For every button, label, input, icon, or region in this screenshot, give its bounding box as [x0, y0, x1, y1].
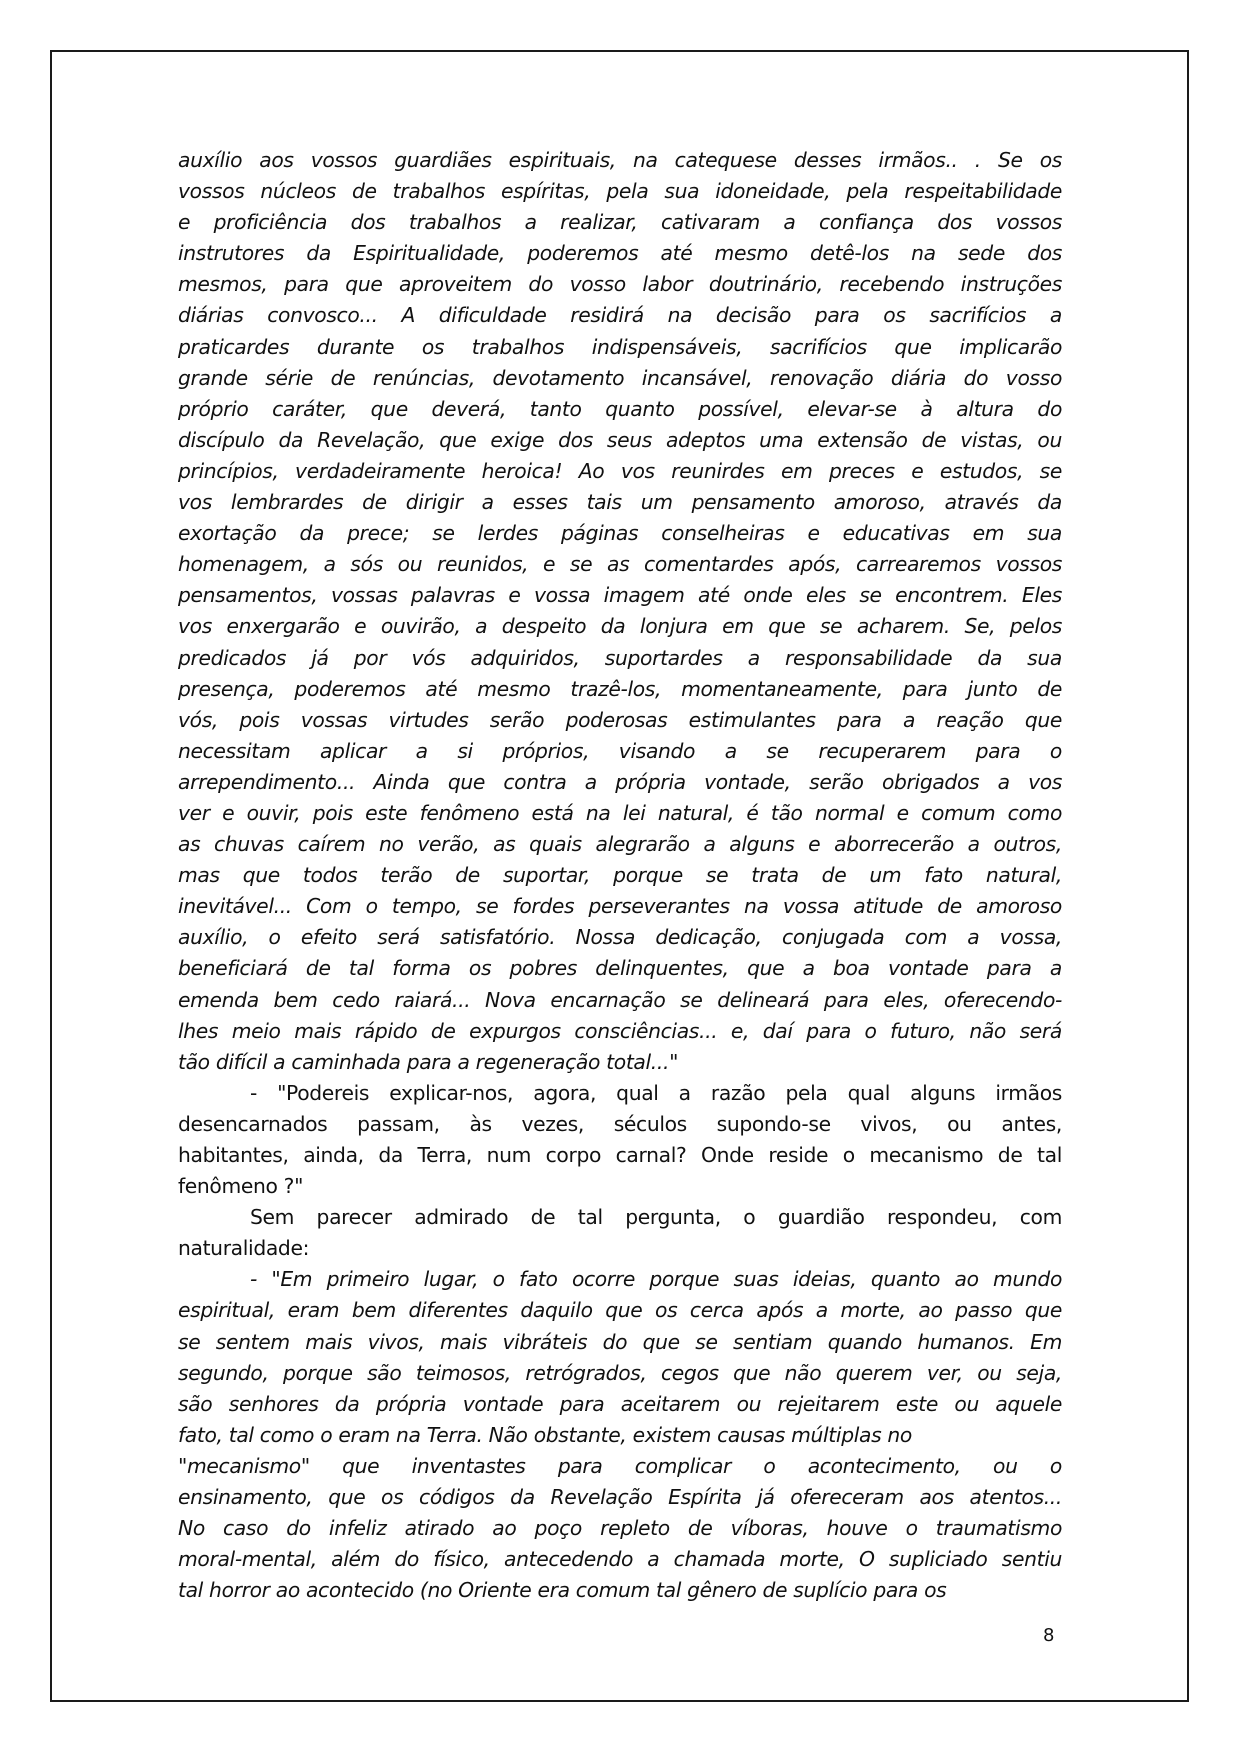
body-text	[178, 145, 1062, 1606]
text-line: fato, tal como o eram na Terra. Não obstante, existem causas múltiplas no	[178, 1422, 912, 1447]
text-line: as chuvas caírem no verão, as quais alegrarão a alguns e aborrecerão a outros,	[178, 832, 1062, 857]
text-line: praticardes durante os trabalhos indispensáveis, sacrifícios que implicarão	[178, 334, 1062, 359]
text-line: Sem parecer admirado de tal pergunta, o guardião respondeu, com	[250, 1205, 1062, 1230]
text-line: lhes meio mais rápido de expurgos consciências... e, daí para o futuro, não será	[178, 1018, 1062, 1043]
text-line: tal horror ao acontecido (no Oriente era comum tal gênero de suplício para os	[178, 1578, 947, 1603]
text-line: pensamentos, vossas palavras e vossa imagem até onde eles se encontrem. Eles	[178, 583, 1062, 608]
text-line: vós, pois vossas virtudes serão poderosas estimulantes para a reação que	[178, 707, 1062, 732]
text-line: são senhores da própria vontade para aceitarem ou rejeitarem este ou aquele	[178, 1391, 1062, 1416]
paragraph	[178, 145, 1062, 1078]
text-line: grande série de renúncias, devotamento incansável, renovação diária do vosso	[178, 365, 1062, 390]
text-line: habitantes, ainda, da Terra, num corpo carnal? Onde reside o mecanismo de tal	[178, 1143, 1062, 1167]
text-line: emenda bem cedo raiará... Nova encarnação se delineará para eles, oferecendo-	[178, 987, 1062, 1012]
text-line: se sentem mais vivos, mais vibráteis do que se sentiam quando humanos. Em	[178, 1329, 1062, 1354]
text-line: vos lembrardes de dirigir a esses tais um pensamento amoroso, através da	[178, 490, 1062, 515]
text-line: No caso do infeliz atirado ao poço repleto de víboras, houve o traumatismo	[178, 1516, 1062, 1541]
text-line: moral-mental, além do físico, antecedendo a chamada morte, O supliciado sentiu	[178, 1547, 1062, 1572]
text-line: discípulo da Revelação, que exige dos seus adeptos uma extensão de vistas, ou	[178, 427, 1062, 452]
text-line: "mecanismo" que inventastes para complicar o acontecimento, ou o	[178, 1453, 1062, 1478]
text-line: arrependimento... Ainda que contra a própria vontade, serão obrigados a vos	[178, 769, 1062, 794]
text-line: inevitável... Com o tempo, se fordes perseverantes na vossa atitude de amoroso	[178, 894, 1062, 919]
text-line: mesmos, para que aproveitem do vosso labor doutrinário, recebendo instruções	[178, 272, 1062, 297]
text-line: naturalidade:	[178, 1236, 310, 1261]
text-line: e proficiência dos trabalhos a realizar, cativaram a confiança dos vossos	[178, 210, 1062, 235]
text-line: necessitam aplicar a si próprios, visando a se recuperarem para o	[178, 738, 1062, 763]
page-number: 8	[1043, 1625, 1055, 1646]
text-line: instrutores da Espiritualidade, poderemos até mesmo detê-los na sede dos	[178, 241, 1062, 266]
text-line: ver e ouvir, pois este fenômeno está na lei natural, é tão normal e comum como	[178, 800, 1062, 825]
text-line: homenagem, a sós ou reunidos, e se as comentardes após, carrearemos vossos	[178, 552, 1062, 577]
text-line: espiritual, eram bem diferentes daquilo que os cerca após a morte, ao passo que	[178, 1298, 1062, 1323]
text-line: predicados já por vós adquiridos, suportardes a responsabilidade da sua	[178, 645, 1062, 670]
text-line: diárias convosco... A dificuldade residirá na decisão para os sacrifícios a	[178, 303, 1062, 328]
text-line: vossos núcleos de trabalhos espíritas, pela sua idoneidade, pela respeitabilidade	[178, 179, 1062, 204]
text-line: próprio caráter, que deverá, tanto quanto possível, elevar-se à altura do	[178, 396, 1062, 421]
text-line: auxílio, o efeito será satisfatório. Nossa dedicação, conjugada com a vossa,	[178, 925, 1062, 950]
text-line: - "Em primeiro lugar, o fato ocorre porque suas ideias, quanto ao mundo	[250, 1267, 1062, 1292]
text-line: presença, poderemos até mesmo trazê-los, momentaneamente, para junto de	[178, 676, 1062, 701]
paragraph	[178, 1264, 1062, 1606]
text-line: mas que todos terão de suportar, porque se trata de um fato natural,	[178, 863, 1062, 888]
text-line: - "Podereis explicar-nos, agora, qual a razão pela qual alguns irmãos	[250, 1080, 1062, 1105]
text-line: princípios, verdadeiramente heroica! Ao vos reunirdes em preces e estudos, se	[178, 458, 1062, 483]
text-line: exortação da prece; se lerdes páginas conselheiras e educativas em sua	[178, 521, 1062, 546]
paragraph	[178, 1078, 1062, 1202]
text-line: beneficiará de tal forma os pobres delinquentes, que a boa vontade para a	[178, 956, 1062, 981]
text-line: desencarnados passam, às vezes, séculos supondo-se vivos, ou antes,	[178, 1111, 1062, 1136]
text-line: ensinamento, que os códigos da Revelação Espírita já ofereceram aos atentos...	[178, 1485, 1062, 1510]
text-line: segundo, porque são teimosos, retrógrados, cegos que não querem ver, ou seja,	[178, 1360, 1062, 1385]
text-line: fenômeno ?"	[178, 1174, 304, 1199]
paragraph	[178, 1202, 1062, 1264]
text-line: auxílio aos vossos guardiães espirituais, na catequese desses irmãos.. . Se os	[178, 148, 1062, 172]
text-line: vos enxergarão e ouvirão, a despeito da lonjura em que se acharem. Se, pelos	[178, 614, 1062, 639]
text-line: tão difícil a caminhada para a regeneração total..."	[178, 1049, 679, 1074]
